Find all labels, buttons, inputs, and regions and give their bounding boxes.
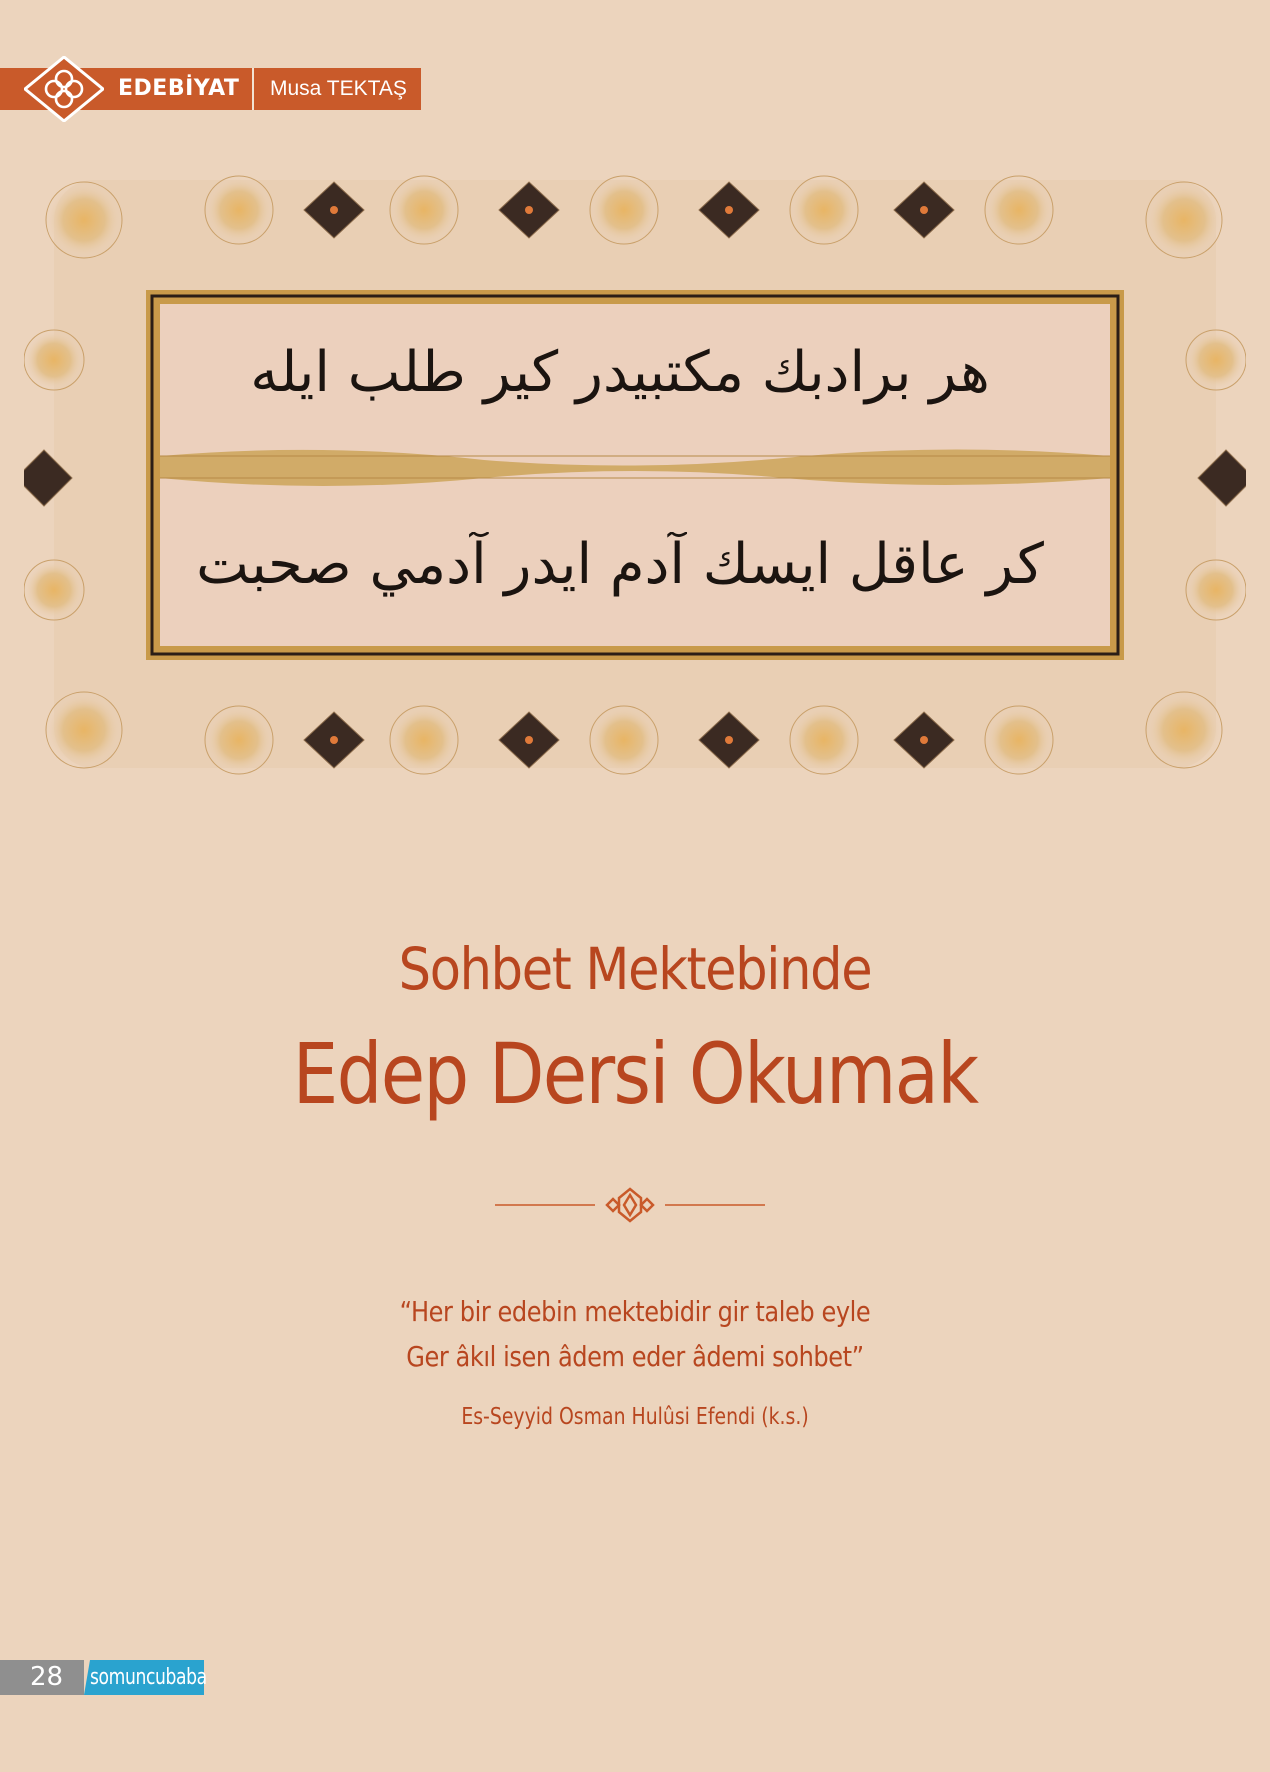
author-name: Musa TEKTAŞ xyxy=(270,77,407,100)
quatrefoil-diamond-icon xyxy=(24,56,104,122)
verse-author: Es-Seyyid Osman Hulûsi Efendi (k.s.) xyxy=(461,1404,809,1430)
article-title-line-2: Edep Dersi Okumak xyxy=(292,1025,978,1123)
page-number: 28 xyxy=(30,1662,64,1692)
verse-line-2: Ger âkıl isen âdem eder âdemi sohbet” xyxy=(406,1340,864,1373)
calligraphy-line-2: كر عاقل ايسك آدم ايدر آدمي صحبت xyxy=(196,532,1044,597)
header-separator xyxy=(252,68,254,110)
magazine-name: somuncubaba xyxy=(90,1665,207,1690)
section-label: EDEBİYAT xyxy=(118,76,240,101)
article-title-line-1: Sohbet Mektebinde xyxy=(398,935,872,1003)
verse-line-1: “Her bir edebin mektebidir gir taleb eyle xyxy=(399,1295,871,1328)
calligraphy-illumination xyxy=(24,160,1246,788)
ornament-divider-icon xyxy=(495,1185,765,1225)
calligraphy-line-1: هر برادبك مكتبيدر كير طلب ايله xyxy=(250,340,990,405)
